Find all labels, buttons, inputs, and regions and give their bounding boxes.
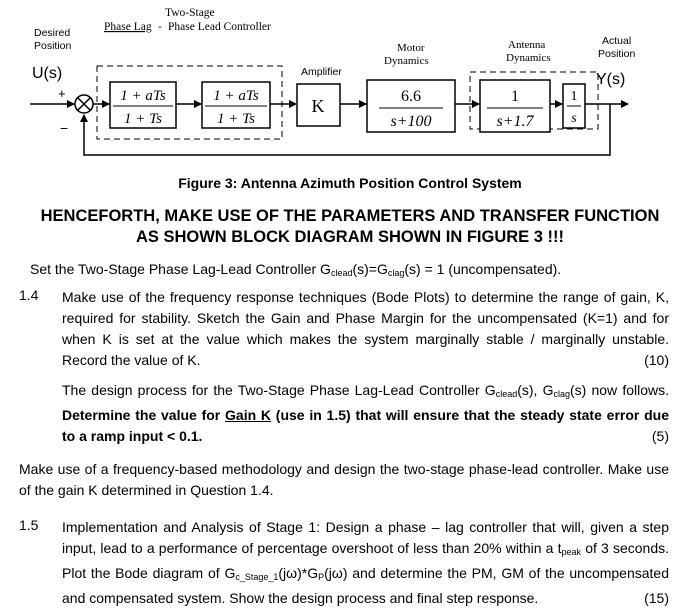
motor-dynamics-label-2: Dynamics (384, 55, 429, 67)
motor-dynamics-label-1: Motor (397, 42, 425, 54)
integrator-denominator: s (571, 111, 577, 126)
input-label: U(s) (32, 65, 63, 82)
design-paragraph (62, 380, 669, 447)
motor-denominator: s+100 (390, 113, 432, 130)
design-sub-clead: clead (495, 389, 518, 399)
question-1-5-text (62, 517, 669, 609)
design-sub-clag: clag (553, 389, 570, 399)
desired-position-label-2: Position (34, 40, 72, 52)
question-1-5-text-c: (jω)*G (278, 565, 319, 581)
intro-text-c: (s) = 1 (uncompensated). (404, 261, 562, 277)
antenna-numerator: 1 (511, 88, 519, 105)
question-1-4-body: Make use of the frequency response techniques (Bode Plots) to determine the range of gain, K, required for stability. Sketch the Gain and Phase Margin for the uncompensated (K=1) and for when K is set at the value which makes the system marginally stable / marginally unstable. Record the value of K. (62, 289, 669, 368)
antenna-denominator: s+1.7 (496, 113, 534, 130)
question-1-5-sub-p: P (318, 572, 325, 582)
frequency-paragraph: Make use of a frequency-based methodology and design the two-stage phase-lead controller. Make use of the gain K determined in Question 1.4. (19, 461, 669, 498)
intro-text-b: (s)=G (352, 261, 388, 277)
block2-numerator: 1 + aTs (213, 88, 259, 104)
design-text-c: (s) now follows. (570, 382, 669, 398)
section-heading (0, 206, 700, 248)
actual-position-label-1: Actual (602, 35, 632, 47)
question-1-5-number: 1.5 (19, 517, 39, 533)
question-1-5-marks: (15) (644, 590, 669, 606)
amplifier-label: Amplifier (301, 66, 342, 78)
minus-sign: − (60, 120, 69, 136)
gain-k: K (311, 96, 325, 116)
figure-caption: Figure 3: Antenna Azimuth Position Control System (178, 175, 522, 191)
controller-label-2a: Phase Lag (104, 21, 152, 33)
desired-position-label-1: Desired (34, 27, 71, 39)
design-marks: (5) (651, 428, 669, 444)
question-1-5-text-a: Implementation and Analysis of Stage 1: Design a phase – lag controller that will, given a step input, lead to a performance of percentage overshoot of less than 20% within a t (62, 519, 669, 556)
question-1-5-sub-c: c_Stage_1 (235, 572, 279, 582)
motor-numerator: 6.6 (401, 88, 421, 105)
intro-sub-clead: clead (330, 268, 353, 278)
block1-numerator: 1 + aTs (120, 88, 166, 104)
intro-text-a: Set the Two-Stage Phase Lag-Lead Controller G (30, 261, 331, 277)
controller-label-2b: - (158, 21, 162, 33)
question-1-5-sub-peak: peak (561, 547, 582, 557)
integrator-numerator: 1 (570, 89, 578, 104)
block2-denominator: 1 + Ts (217, 111, 255, 127)
actual-position-label-2: Position (598, 48, 636, 60)
question-1-4-text (62, 287, 669, 371)
question-1-4-marks: (10) (644, 352, 669, 368)
design-bold-2: (use in 1.5) that will ensure that the steady state error due to a ramp input < 0.1. (62, 407, 669, 444)
intro-paragraph (30, 259, 690, 284)
antenna-dynamics-label-1: Antenna (508, 39, 546, 51)
question-1-5-text-d: (jω) and determine the PM, GM of the uncompensated and compensated system. Show the design process and final step response. (62, 565, 670, 606)
question-1-5-text-b: of 3 seconds. Plot the Bode diagram of G (62, 540, 669, 581)
controller-label-1: Two-Stage (165, 7, 215, 19)
heading-line-2: AS SHOWN BLOCK DIAGRAM SHOWN IN FIGURE 3 !!! (135, 228, 565, 246)
design-bold-1: Determine the value for (62, 407, 226, 423)
block-diagram (0, 0, 700, 175)
question-1-4-number: 1.4 (19, 287, 39, 303)
block1-denominator: 1 + Ts (124, 111, 162, 127)
output-label: Y(s) (596, 71, 626, 88)
antenna-dynamics-label-2: Dynamics (506, 52, 551, 64)
plus-sign: + (58, 86, 66, 101)
design-text-b: (s), G (517, 382, 554, 398)
intro-sub-clag: clag (387, 268, 405, 278)
design-gain-k: Gain K (225, 407, 272, 423)
design-text-a: The design process for the Two-Stage Phase Lag-Lead Controller G (62, 382, 496, 398)
controller-label-2c: Phase Lead Controller (168, 21, 271, 33)
heading-line-1: HENCEFORTH, MAKE USE OF THE PARAMETERS AND TRANSFER FUNCTION (40, 207, 660, 225)
